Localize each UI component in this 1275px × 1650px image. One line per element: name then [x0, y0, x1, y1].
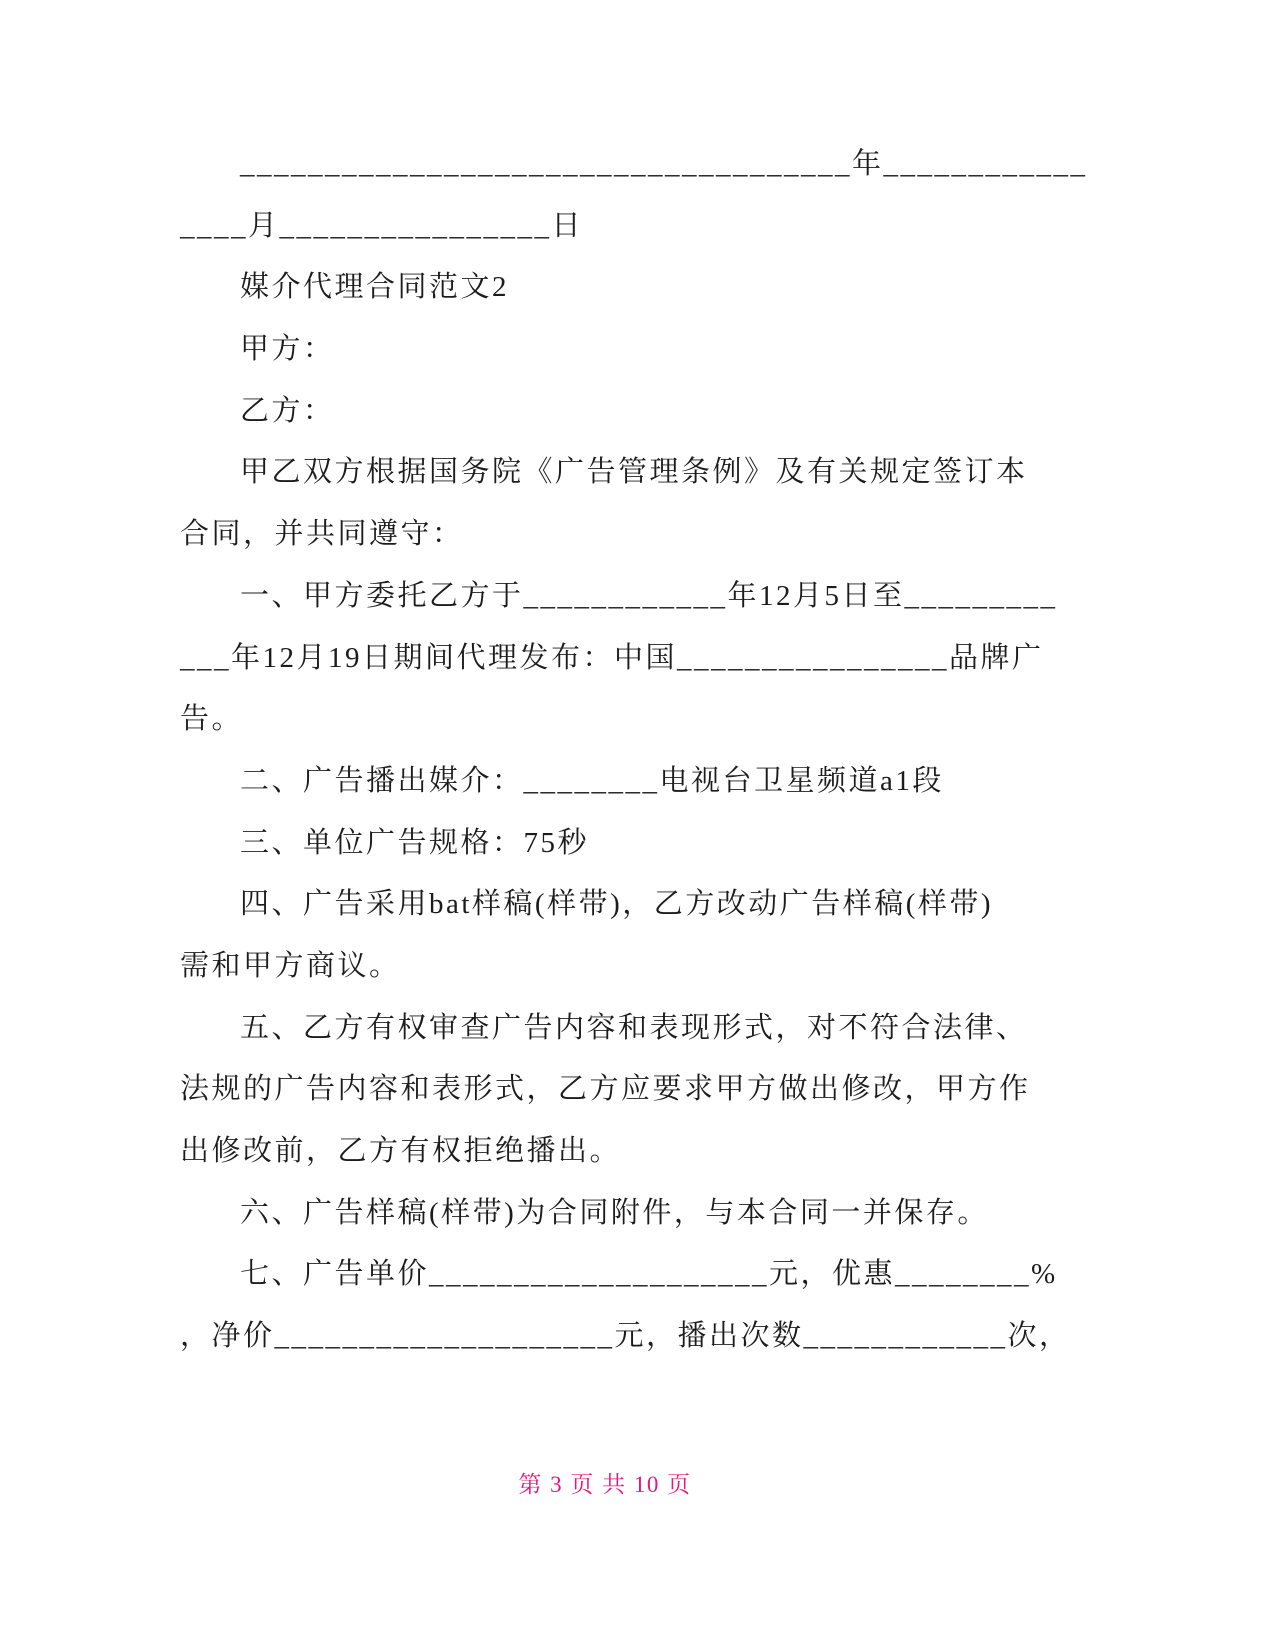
party-b-line: 乙方：	[240, 394, 335, 427]
clause-1-line: ___年12月19日期间代理发布：中国________________品牌广	[180, 641, 1044, 674]
clause-7-line: 七、广告单价____________________元，优惠________%	[240, 1258, 1058, 1291]
preamble-line: 甲乙双方根据国务院《广告管理条例》及有关规定签订本	[240, 456, 1028, 489]
signature-date-year-line: ____________________________________年____________	[240, 148, 1088, 180]
clause-5-line: 法规的广告内容和表形式，乙方应要求甲方做出修改，甲方作	[180, 1073, 1031, 1106]
signature-date-month-day-line: ____月________________日	[180, 209, 584, 242]
contract-title: 媒介代理合同范文2	[240, 271, 510, 304]
clause-1-line: 告。	[180, 703, 244, 736]
clause-3-line: 三、单位广告规格：75秒	[240, 826, 590, 859]
document-body	[180, 134, 1180, 1368]
party-a-line: 甲方：	[240, 333, 335, 366]
clause-4-line: 需和甲方商议。	[180, 949, 401, 982]
clause-1-line: 一、甲方委托乙方于____________年12月5日至_________	[240, 579, 1058, 612]
clause-6-line: 六、广告样稿(样带)为合同附件，与本合同一并保存。	[240, 1196, 989, 1229]
clause-4-line: 四、广告采用bat样稿(样带)，乙方改动广告样稿(样带)	[240, 888, 994, 921]
clause-5-line: 五、乙方有权审查广告内容和表现形式，对不符合法律、	[240, 1011, 1028, 1044]
clause-7-line: ，净价____________________元，播出次数____________次，	[180, 1320, 1071, 1353]
page-number-footer: 第 3 页 共 10 页	[518, 1472, 692, 1497]
clause-5-line: 出修改前，乙方有权拒绝播出。	[180, 1135, 622, 1167]
preamble-line: 合同，并共同遵守：	[180, 518, 464, 551]
clause-2-line: 二、广告播出媒介：________电视台卫星频道a1段	[240, 764, 944, 797]
